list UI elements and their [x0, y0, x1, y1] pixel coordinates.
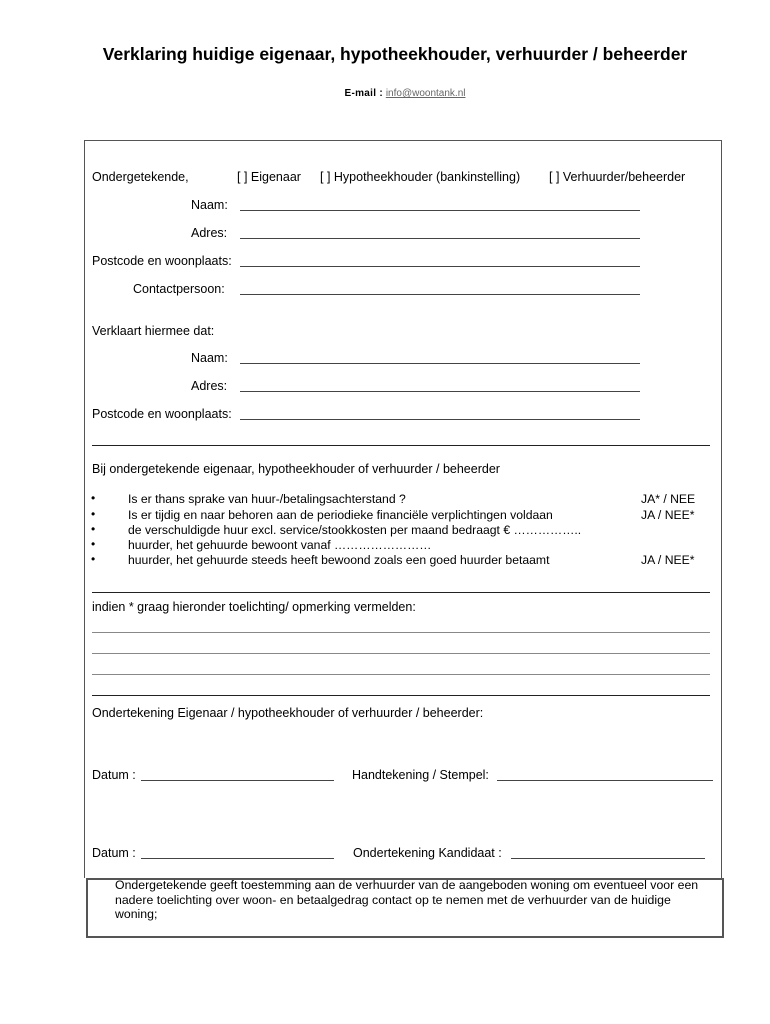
- remarks-label: indien * graag hieronder toelichting/ opmerking vermelden:: [92, 600, 416, 614]
- section-divider: [92, 695, 710, 696]
- remarks-line[interactable]: [92, 653, 710, 654]
- bullet-marker: •: [91, 552, 96, 566]
- postcode-input-line[interactable]: [240, 266, 640, 267]
- email-label: E-mail :: [344, 88, 384, 99]
- signature-section-label: Ondertekening Eigenaar / hypotheekhouder of verhuurder / beheerder:: [92, 706, 484, 720]
- consent-text: Ondergetekende geeft toestemming aan de verhuurder van de aangeboden woning om eventueel voor een nadere toelichting over woon- en betaalgedrag contact op te nemen met de verhuurder van de huidige woning;: [115, 878, 699, 921]
- bullet-text: Is er thans sprake van huur-/betalingsachterstand ?: [128, 492, 406, 506]
- adres2-label: Adres:: [191, 379, 228, 393]
- postcode2-input-line[interactable]: [240, 419, 640, 420]
- naam-input-line[interactable]: [240, 210, 640, 211]
- postcode2-label: Postcode en woonplaats:: [92, 407, 232, 421]
- option-owner[interactable]: [ ] Eigenaar: [237, 170, 301, 184]
- remarks-line[interactable]: [92, 674, 710, 675]
- datum2-label: Datum :: [92, 846, 136, 860]
- option-landlord[interactable]: [ ] Verhuurder/beheerder: [549, 170, 686, 184]
- naam2-input-line[interactable]: [240, 363, 640, 364]
- adres-input-line[interactable]: [240, 238, 640, 239]
- stamp-input-line[interactable]: [497, 780, 713, 781]
- remarks-line[interactable]: [92, 632, 710, 633]
- contact-label: Contactpersoon:: [133, 282, 225, 296]
- email-row: [0, 88, 770, 99]
- candidate-input-line[interactable]: [511, 858, 705, 859]
- contact-input-line[interactable]: [240, 294, 640, 295]
- bullet-marker: •: [91, 537, 96, 551]
- datum-label: Datum :: [92, 768, 136, 782]
- datum2-input-line[interactable]: [141, 858, 334, 859]
- naam2-label: Naam:: [191, 351, 228, 365]
- postcode-label: Postcode en woonplaats:: [92, 254, 232, 268]
- section-divider: [92, 592, 710, 593]
- stamp-label: Handtekening / Stempel:: [352, 768, 489, 782]
- bullet-marker: •: [91, 522, 96, 536]
- section-intro: Bij ondergetekende eigenaar, hypotheekhouder of verhuurder / beheerder: [92, 462, 500, 476]
- bullet-answer[interactable]: JA / NEE*: [641, 553, 695, 567]
- email-link[interactable]: info@woontank.nl: [385, 88, 466, 99]
- naam-label: Naam:: [191, 198, 228, 212]
- bullet-text: huurder, het gehuurde steeds heeft bewoond zoals een goed huurder betaamt: [128, 553, 550, 567]
- adres2-input-line[interactable]: [240, 391, 640, 392]
- bullet-answer[interactable]: JA* / NEE: [641, 492, 696, 506]
- section-divider: [92, 445, 710, 446]
- bullet-text: de verschuldigde huur excl. service/stookkosten per maand bedraagt € ……………..: [128, 523, 582, 537]
- datum-input-line[interactable]: [141, 780, 334, 781]
- option-mortgagee[interactable]: [ ] Hypotheekhouder (bankinstelling): [320, 170, 521, 184]
- declares-label: Verklaart hiermee dat:: [92, 324, 215, 338]
- document-title: Verklaring huidige eigenaar, hypotheekhouder, verhuurder / beheerder: [102, 44, 688, 64]
- bullet-marker: •: [91, 491, 96, 505]
- bullet-text: Is er tijdig en naar behoren aan de periodieke financiële verplichtingen voldaan: [128, 508, 553, 522]
- bullet-marker: •: [91, 507, 96, 521]
- bullet-answer[interactable]: JA / NEE*: [641, 508, 695, 522]
- adres-label: Adres:: [191, 226, 228, 240]
- bullet-text: huurder, het gehuurde bewoont vanaf ……………………: [128, 538, 432, 552]
- candidate-label: Ondertekening Kandidaat :: [353, 846, 502, 860]
- undersigned-label: Ondergetekende,: [92, 170, 189, 184]
